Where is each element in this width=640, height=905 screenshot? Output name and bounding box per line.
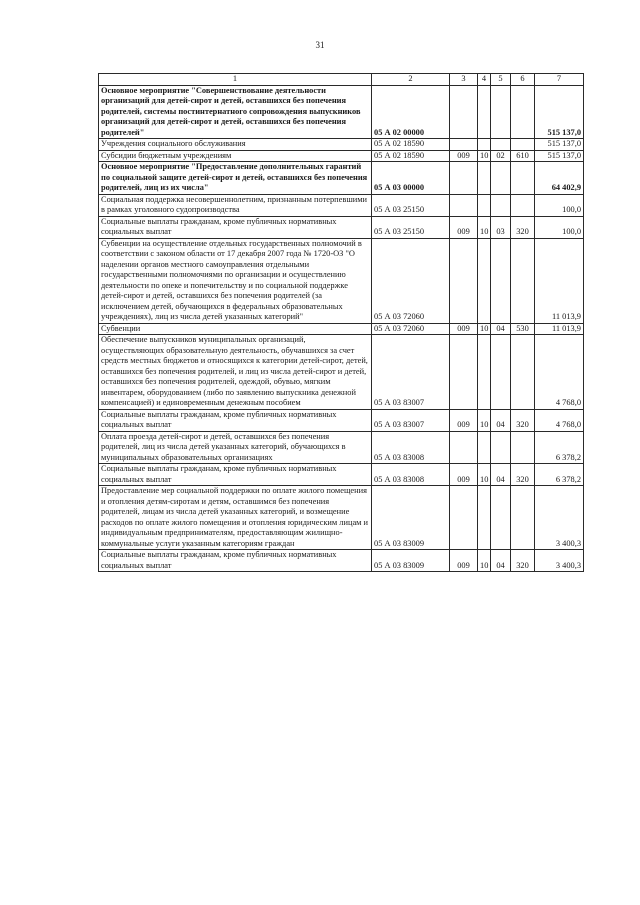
- target-code-cell: 05 А 03 25150: [372, 216, 450, 238]
- amount-cell: 6 378,2: [535, 431, 584, 464]
- budget-table: [98, 73, 584, 572]
- amount-cell: 4 768,0: [535, 335, 584, 410]
- section-code-cell: [478, 139, 491, 151]
- header-cell: 7: [535, 74, 584, 86]
- item-name-cell: Социальная поддержка несовершеннолетним, признанным потерпевшими в рамках уголовного судопроизводства: [99, 194, 372, 216]
- ministry-code-cell: 009: [450, 464, 478, 486]
- subsection-code-cell: 04: [491, 550, 511, 572]
- table-row: [99, 550, 584, 572]
- subsection-code-cell: [491, 85, 511, 139]
- expense-type-cell: 320: [511, 550, 535, 572]
- subsection-code-cell: [491, 139, 511, 151]
- table-row: [99, 464, 584, 486]
- header-cell: 6: [511, 74, 535, 86]
- ministry-code-cell: [450, 194, 478, 216]
- ministry-code-cell: 009: [450, 216, 478, 238]
- item-name-cell: Социальные выплаты гражданам, кроме публичных нормативных социальных выплат: [99, 464, 372, 486]
- section-code-cell: [478, 194, 491, 216]
- subsection-code-cell: 04: [491, 409, 511, 431]
- amount-cell: 3 400,3: [535, 550, 584, 572]
- subsection-code-cell: [491, 486, 511, 550]
- section-code-cell: [478, 85, 491, 139]
- item-name-cell: Основное мероприятие "Предоставление дополнительных гарантий по социальной защите детей-сирот и детей, оставшихся без попечения родителей, лиц из их числа": [99, 162, 372, 195]
- target-code-cell: 05 А 02 00000: [372, 85, 450, 139]
- target-code-cell: 05 А 03 72060: [372, 323, 450, 335]
- subsection-code-cell: [491, 431, 511, 464]
- amount-cell: 3 400,3: [535, 486, 584, 550]
- item-name-cell: Обеспечение выпускников муниципальных организаций, осуществляющих образовательную деятельность, обучавшихся за счет средств местных бюджетов и относящихся к категории детей-сирот, детей, оставшихся без попечения родителей, и лиц из числа детей-сирот и детей, оставшихся без попечения родителей, одеждой, обувью, мягким инвентарем, оборудованием (либо по заявлению выпускника денежной компенсацией) и единовременным денежным пособием: [99, 335, 372, 410]
- section-code-cell: 10: [478, 323, 491, 335]
- table-row: [99, 216, 584, 238]
- ministry-code-cell: 009: [450, 323, 478, 335]
- header-cell: 4: [478, 74, 491, 86]
- table-row: [99, 486, 584, 550]
- expense-type-cell: [511, 85, 535, 139]
- table-row: [99, 409, 584, 431]
- item-name-cell: Учреждения социального обслуживания: [99, 139, 372, 151]
- ministry-code-cell: [450, 162, 478, 195]
- expense-type-cell: 320: [511, 216, 535, 238]
- item-name-cell: Субвенции: [99, 323, 372, 335]
- section-code-cell: [478, 486, 491, 550]
- target-code-cell: 05 А 02 18590: [372, 139, 450, 151]
- amount-cell: 11 013,9: [535, 238, 584, 323]
- expense-type-cell: [511, 238, 535, 323]
- subsection-code-cell: [491, 194, 511, 216]
- ministry-code-cell: 009: [450, 550, 478, 572]
- ministry-code-cell: [450, 431, 478, 464]
- header-cell: 3: [450, 74, 478, 86]
- section-code-cell: 10: [478, 409, 491, 431]
- subsection-code-cell: [491, 238, 511, 323]
- amount-cell: 515 137,0: [535, 85, 584, 139]
- ministry-code-cell: [450, 139, 478, 151]
- expense-type-cell: 320: [511, 409, 535, 431]
- subsection-code-cell: [491, 335, 511, 410]
- ministry-code-cell: 009: [450, 150, 478, 162]
- section-code-cell: 10: [478, 150, 491, 162]
- section-code-cell: 10: [478, 216, 491, 238]
- table-row: [99, 431, 584, 464]
- subsection-code-cell: 02: [491, 150, 511, 162]
- expense-type-cell: [511, 431, 535, 464]
- table-row: [99, 335, 584, 410]
- page-number: 31: [315, 40, 325, 50]
- item-name-cell: Оплата проезда детей-сирот и детей, оставшихся без попечения родителей, лиц из числа детей указанных категорий, обучающихся в муниципальных образовательных организациях: [99, 431, 372, 464]
- header-cell: 1: [99, 74, 372, 86]
- expense-type-cell: 320: [511, 464, 535, 486]
- ministry-code-cell: [450, 335, 478, 410]
- section-code-cell: [478, 335, 491, 410]
- section-code-cell: 10: [478, 550, 491, 572]
- table-row: [99, 162, 584, 195]
- amount-cell: 6 378,2: [535, 464, 584, 486]
- target-code-cell: 05 А 03 83009: [372, 486, 450, 550]
- header-cell: 2: [372, 74, 450, 86]
- ministry-code-cell: [450, 486, 478, 550]
- amount-cell: 100,0: [535, 194, 584, 216]
- target-code-cell: 05 А 03 72060: [372, 238, 450, 323]
- section-code-cell: [478, 238, 491, 323]
- expense-type-cell: [511, 162, 535, 195]
- table-header-row: [99, 74, 584, 86]
- target-code-cell: 05 А 03 83008: [372, 431, 450, 464]
- table-row: [99, 85, 584, 139]
- section-code-cell: [478, 162, 491, 195]
- item-name-cell: Социальные выплаты гражданам, кроме публичных нормативных социальных выплат: [99, 409, 372, 431]
- item-name-cell: Предоставление мер социальной поддержки по оплате жилого помещения и отопления детям-сиротам и детям, оставшимся без попечения родителей, лицам из числа детей указанных категорий, и возмещение расходов по оплате жилого помещения и отопления юридическим лицам и индивидуальным предпринимателям, предоставляющим жилищно-коммунальные услуги указанным категориям граждан: [99, 486, 372, 550]
- amount-cell: 4 768,0: [535, 409, 584, 431]
- table-row: [99, 238, 584, 323]
- item-name-cell: Субсидии бюджетным учреждениям: [99, 150, 372, 162]
- ministry-code-cell: [450, 85, 478, 139]
- item-name-cell: Социальные выплаты гражданам, кроме публичных нормативных социальных выплат: [99, 550, 372, 572]
- subsection-code-cell: [491, 162, 511, 195]
- subsection-code-cell: 03: [491, 216, 511, 238]
- expense-type-cell: [511, 139, 535, 151]
- amount-cell: 11 013,9: [535, 323, 584, 335]
- target-code-cell: 05 А 03 83009: [372, 550, 450, 572]
- expense-type-cell: 530: [511, 323, 535, 335]
- target-code-cell: 05 А 03 83007: [372, 409, 450, 431]
- target-code-cell: 05 А 03 83007: [372, 335, 450, 410]
- table-row: [99, 194, 584, 216]
- expense-type-cell: [511, 486, 535, 550]
- item-name-cell: Основное мероприятие "Совершенствование деятельности организаций для детей-сирот и детей, оставшихся без попечения родителей, системы постинтернатного сопровождения выпускников организаций для детей-сирот и детей, оставшихся без попечения родителей": [99, 85, 372, 139]
- target-code-cell: 05 А 03 00000: [372, 162, 450, 195]
- amount-cell: 100,0: [535, 216, 584, 238]
- item-name-cell: Субвенции на осуществление отдельных государственных полномочий в соответствии с законом области от 17 декабря 2007 года № 1720-ОЗ "О наделении органов местного самоуправления отдельными государственными полномочиями по организации и осуществлению деятельности по опеке и попечительству и по социальной поддержке детей-сирот и детей, оставшихся без попечения родителей (за исключением детей, обучающихся в федеральных образовательных учреждениях), лиц из числа детей указанных категорий": [99, 238, 372, 323]
- subsection-code-cell: 04: [491, 464, 511, 486]
- table-row: [99, 323, 584, 335]
- subsection-code-cell: 04: [491, 323, 511, 335]
- expense-type-cell: [511, 194, 535, 216]
- target-code-cell: 05 А 03 25150: [372, 194, 450, 216]
- expense-type-cell: 610: [511, 150, 535, 162]
- item-name-cell: Социальные выплаты гражданам, кроме публичных нормативных социальных выплат: [99, 216, 372, 238]
- table-row: [99, 139, 584, 151]
- ministry-code-cell: 009: [450, 409, 478, 431]
- table-row: [99, 150, 584, 162]
- target-code-cell: 05 А 02 18590: [372, 150, 450, 162]
- expense-type-cell: [511, 335, 535, 410]
- amount-cell: 64 402,9: [535, 162, 584, 195]
- section-code-cell: 10: [478, 464, 491, 486]
- section-code-cell: [478, 431, 491, 464]
- amount-cell: 515 137,0: [535, 139, 584, 151]
- header-cell: 5: [491, 74, 511, 86]
- ministry-code-cell: [450, 238, 478, 323]
- target-code-cell: 05 А 03 83008: [372, 464, 450, 486]
- amount-cell: 515 137,0: [535, 150, 584, 162]
